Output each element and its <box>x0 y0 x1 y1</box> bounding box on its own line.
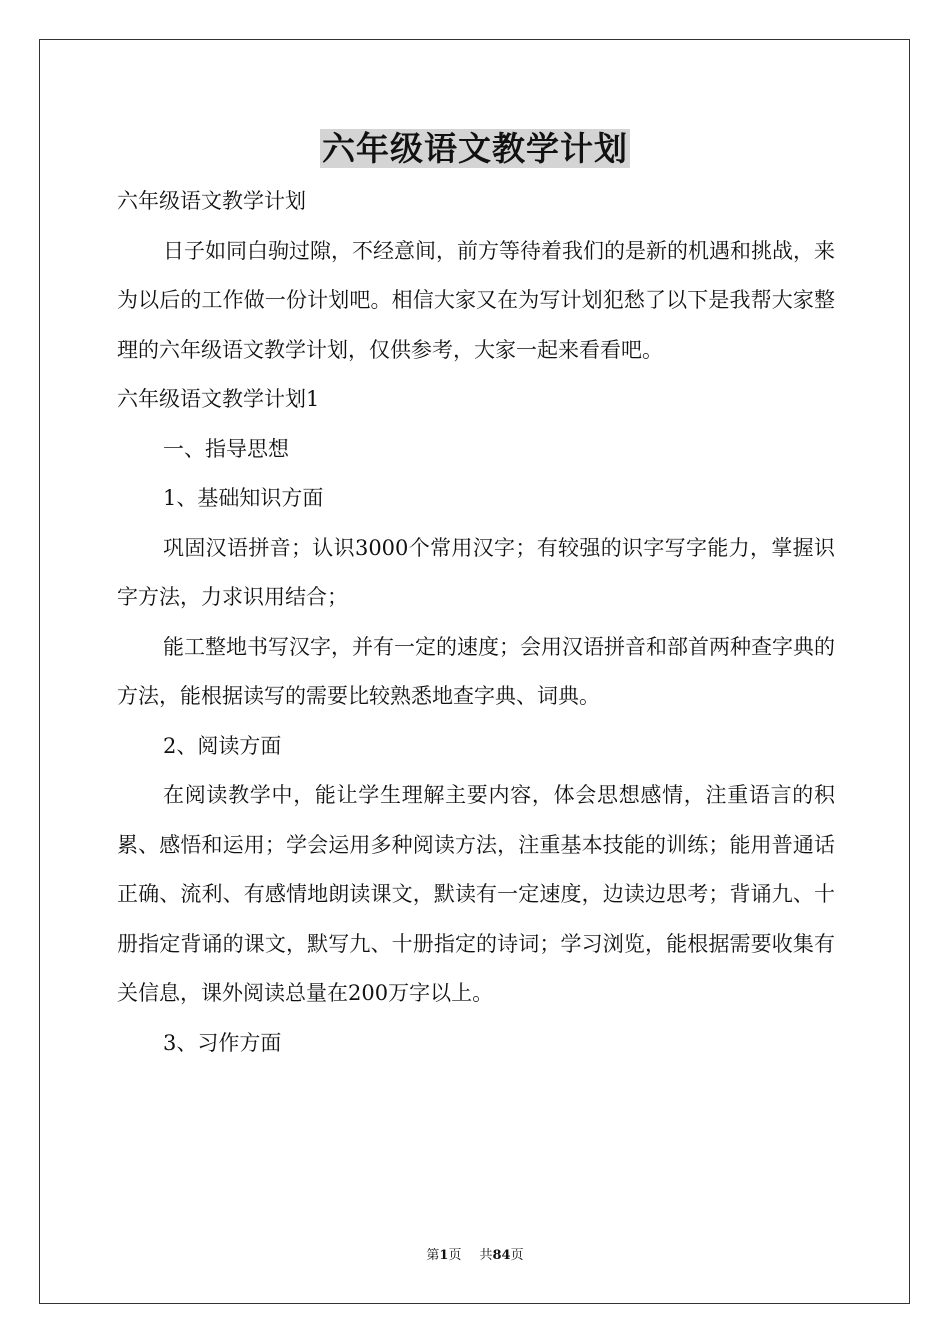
section-heading-plan-1: 六年级语文教学计划1 <box>117 387 320 411</box>
heading-reading: 2、阅读方面 <box>163 733 282 758</box>
paragraph-reading: 在阅读教学中，能让学生理解主要内容，体会思想感情，注重语言的积累、感悟和运用；学会运用多种阅读方法，注重基本技能的训练；能用普通话正确、流利、有感情地朗读课文，默读有一定速度，边读边思考；背诵九、十册指定背诵的课文，默写九、十册指定的诗词；学习浏览，能根据需要收集有关信息，课外阅读总量在200万字以上。 <box>117 783 835 1005</box>
footer-page-prefix: 第 <box>426 1248 440 1263</box>
document-body <box>117 177 835 1068</box>
heading-guiding-ideology: 一、指导思想 <box>163 436 289 461</box>
footer-page-current: 1 <box>439 1248 449 1263</box>
footer-page-suffix: 页 <box>448 1248 462 1263</box>
document-title-text: 六年级语文教学计划 <box>322 129 628 168</box>
page-footer <box>0 1247 950 1265</box>
paragraph-subtitle: 六年级语文教学计划 <box>117 189 306 213</box>
footer-total-prefix: 共 <box>479 1248 493 1263</box>
paragraph-intro: 日子如同白驹过隙，不经意间，前方等待着我们的是新的机遇和挑战，来为以后的工作做一份计划吧。相信大家又在为写计划犯愁了以下是我帮大家整理的六年级语文教学计划，仅供参考，大家一起来看看吧。 <box>117 238 835 362</box>
heading-composition: 3、习作方面 <box>163 1030 282 1055</box>
footer-page-total: 84 <box>492 1248 511 1263</box>
paragraph-literacy: 巩固汉语拼音；认识3000个常用汉字；有较强的识字写字能力，掌握识字方法，力求识用结合； <box>117 535 835 609</box>
footer-total-suffix: 页 <box>510 1248 524 1263</box>
heading-basic-knowledge: 1、基础知识方面 <box>163 486 324 510</box>
document-title <box>0 126 950 172</box>
paragraph-writing-dictionary: 能工整地书写汉字，并有一定的速度；会用汉语拼音和部首两种查字典的方法，能根据读写的需要比较熟悉地查字典、词典。 <box>117 634 835 708</box>
